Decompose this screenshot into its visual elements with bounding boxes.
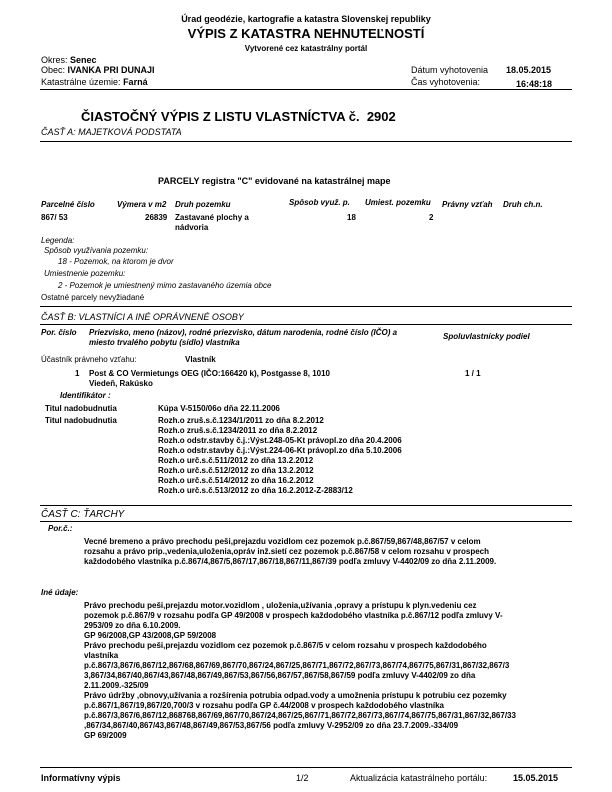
col-owner-desc-1: Priezvisko, meno (názov), rodné priezvisko, dátum narodenia, rodné číslo (IČO) a — [89, 328, 398, 337]
part-b-title: ČASŤ B: VLASTNÍCI A INÉ OPRÁVNENÉ OSOBY — [41, 312, 244, 322]
other-parcels-note: Ostatné parcely nevyžiadané — [41, 293, 145, 302]
obec-label: Obec: — [41, 65, 66, 75]
partial-extract-title — [81, 110, 396, 124]
titul-2-line: Rozh.o urč.s.č.511/2012 zo dňa 13.2.2012 — [158, 456, 314, 465]
part-a-divider — [40, 141, 572, 142]
obec-value: IVANKA PRI DUNAJI — [67, 65, 155, 75]
col-druh: Druh pozemku — [175, 200, 231, 209]
col-por-cislo: Por. číslo — [41, 328, 77, 337]
document-heading: VÝPIS Z KATASTRA NEHNUTEĽNOSTÍ — [187, 26, 425, 41]
ine-line: GP 69/2009 — [84, 731, 127, 740]
uzemie-row — [41, 77, 148, 87]
part-c-top-divider — [40, 505, 572, 506]
parcel-number: 867/ 53 — [41, 213, 68, 222]
col-druh-ch: Druh ch.n. — [503, 200, 543, 209]
part-c-divider — [40, 521, 572, 522]
titul-label-1: Titul nadobudnutia — [45, 404, 117, 413]
extract-title-text: ČIASTOČNÝ VÝPIS Z LISTU VLASTNÍCTVA č. — [81, 109, 360, 124]
ine-line: vlastníka — [84, 651, 119, 660]
datum-label: Dátum vyhotovenia — [411, 65, 489, 75]
datum-value: 18.05.2015 — [506, 65, 552, 75]
cas-value: 16:48:18 — [516, 79, 553, 89]
parcel-location: 2 — [429, 213, 434, 222]
ine-line: p.č.867/3,867/6,867/12,868768,867/69,867/70,867/24,867/25,867/71,867/72,867/73,867/74,867/75,867/31,867/32,867/33 — [84, 711, 516, 720]
identifikator-label: Identifikátor : — [60, 391, 111, 400]
burden-line: každodobého vlastníka p.č.867/4,867/5,867/17,867/18,867/11,867/39 podľa zmluvy V-4402/09 zo dňa 2.11.2009. — [84, 557, 497, 566]
okres-label: Okres: — [41, 55, 68, 65]
parcel-type-line1: Zastavané plochy a — [175, 213, 249, 222]
ine-line: ,867/34,867/40,867/43,867/48,867/49,867/53,867/56 podľa zmluvy V-2952/09 zo dňa 23.7.2009.-334/09 — [84, 721, 459, 730]
part-b-top-divider — [40, 306, 572, 307]
legend-title: Legenda: — [41, 236, 75, 245]
ine-line: 3,867/34,867/40,867/43,867/48,867/49,867/53,867/56,867/57,867/58,867/59 podľa zmluvy V-4402/09 zo dňa — [84, 671, 476, 680]
titul-2-line: Rozh.o urč.s.č.514/2012 zo dňa 16.2.2012 — [158, 476, 314, 485]
legend-location-label: Umiestnenie pozemku: — [44, 269, 126, 278]
footer-informative: Informatívny výpis — [41, 773, 121, 783]
footer-divider — [40, 767, 572, 768]
titul-2-line: Rozh.o odstr.stavby č.j.:Výst.248-05-Kt právopl.zo dňa 20.4.2006 — [158, 436, 402, 445]
parcel-type-line2: nádvoria — [175, 223, 209, 232]
titul-2-line: Rozh.o urč.s.č.513/2012 zo dňa 16.2.2012-Z-2883/12 — [158, 486, 353, 495]
ucastnik-value: Vlastník — [185, 355, 216, 364]
part-a-title: ČASŤ A: MAJETKOVÁ PODSTATA — [41, 127, 182, 137]
burden-line: Vecné bremeno a právo prechodu peši,prejazdu vozidlom cez pozemok p.č.867/59,867/48,867/57 v celom — [84, 537, 481, 546]
lv-number: 2902 — [366, 109, 396, 124]
okres-row — [41, 55, 97, 65]
parcel-area: 26839 — [145, 213, 168, 222]
titul-2-line: Rozh.o zruš.s.č.1234/1/2011 zo dňa 8.2.2012 — [158, 416, 324, 425]
part-b-divider — [40, 324, 572, 325]
obec-row — [41, 65, 155, 75]
office-name: Úrad geodézie, kartografie a katastra Slovenskej republiky — [181, 14, 431, 24]
header-divider — [40, 89, 572, 90]
ine-line: Právo prechodu peši,prejazdu motor.vozidlom , uloženia,užívania ,opravy a prístupu k plyn.vedeniu cez — [84, 601, 477, 610]
col-parcelne: Parcelné číslo — [41, 200, 95, 209]
uzemie-label: Katastrálne územie: — [41, 77, 121, 87]
uzemie-value: Farná — [123, 77, 148, 87]
ine-line: pozemok p.č.867/9 v rozsahu podľa GP 49/2008 v prospech každodobého vlastníka p.č.867/12 podľa zmluvy V- — [84, 611, 503, 620]
legend-use-label: Spôsob využívania pozemku: — [44, 246, 149, 255]
ine-udaje-label: Iné údaje: — [41, 588, 79, 597]
por-c-label: Por.č.: — [48, 524, 73, 533]
page-number: 1/2 — [296, 773, 309, 783]
titul-label-2: Titul nadobudnutia — [45, 416, 117, 425]
parcels-title: PARCELY registra "C" evidované na katastrálnej mape — [158, 176, 391, 186]
document-subtitle: Vytvorené cez katastrálny portál — [244, 44, 368, 53]
ine-line: 2953/09 zo dňa 6.10.2009. — [84, 621, 181, 630]
col-owner-desc-2: miesto trvalého pobytu (sídlo) vlastníka — [89, 338, 240, 347]
ine-line: 2.11.2009.-325/09 — [84, 681, 149, 690]
legend-location-value: 2 - Pozemok je umiestnený mimo zastavaného územia obce — [58, 281, 272, 290]
owner-number: 1 — [75, 369, 80, 378]
update-value: 15.05.2015 — [513, 773, 559, 783]
col-umiest: Umiest. pozemku — [365, 198, 431, 207]
ine-line: p.č.867/1,867/19,867/20,700/3 v rozsahu podľa GP č.44/2008 v prospech každodobého vlastníka — [84, 701, 444, 710]
owner-line1: Post & CO Vermietungs OEG (IČO:166420 k), Postgasse 8, 1010 — [89, 369, 330, 378]
titul-1: Kúpa V-5150/06o dňa 22.11.2006 — [158, 404, 280, 413]
owner-share: 1 / 1 — [465, 369, 481, 378]
ine-line: GP 96/2008,GP 43/2008,GP 59/2008 — [84, 631, 217, 640]
titul-2-line: Rozh.o urč.s.č.512/2012 zo dňa 13.2.2012 — [158, 466, 314, 475]
col-share: Spoluvlastnícky podiel — [443, 332, 530, 341]
legend-use-value: 18 - Pozemok, na ktorom je dvor — [58, 257, 174, 266]
titul-2-line: Rozh.o odstr.stavby č.j.:Výst.224-06-Kt právopl.zo dňa 5.10.2006 — [158, 446, 402, 455]
ine-line: Právo prechodu peši,prejazdu vozidlom cez pozemok p.č.867/5 v celom rozsahu v prospech každodobého — [84, 641, 487, 650]
ine-line: Právo údržby ,obnovy,užívania a rozšírenia potrubia odpad.vody a umožnenia prístupu k potrubiu cez pozemky — [84, 691, 507, 700]
okres-value: Senec — [70, 55, 97, 65]
burden-line: rozsahu a právo prip.,vedenia,uloženia,opráv inž.sietí cez pozemok p.č.867/58 v celom rozsahu v prospech — [84, 547, 490, 556]
col-pravny: Právny vzťah — [442, 200, 493, 209]
col-sposob: Spôsob využ. p. — [289, 198, 350, 207]
cas-label: Čas vyhotovenia: — [411, 77, 481, 87]
col-vymera: Výmera v m2 — [117, 200, 167, 209]
update-label: Aktualizácia katastrálneho portálu: — [350, 773, 488, 783]
part-c-title: ČASŤ C: ŤARCHY — [41, 509, 125, 520]
titul-2-line: Rozh.o zruš.s.č.1234/2011 zo dňa 8.2.2012 — [158, 426, 318, 435]
owner-line2: Viedeň, Rakúsko — [89, 379, 153, 388]
ine-line: p.č.867/3,867/6,867/12,867/68,867/69,867/70,867/24,867/25,867/71,867/72,867/73,867/74,867/75,867/31,867/32,867/3 — [84, 661, 510, 670]
parcel-use: 18 — [347, 213, 356, 222]
ucastnik-label: Účastník právneho vzťahu: — [41, 355, 137, 364]
